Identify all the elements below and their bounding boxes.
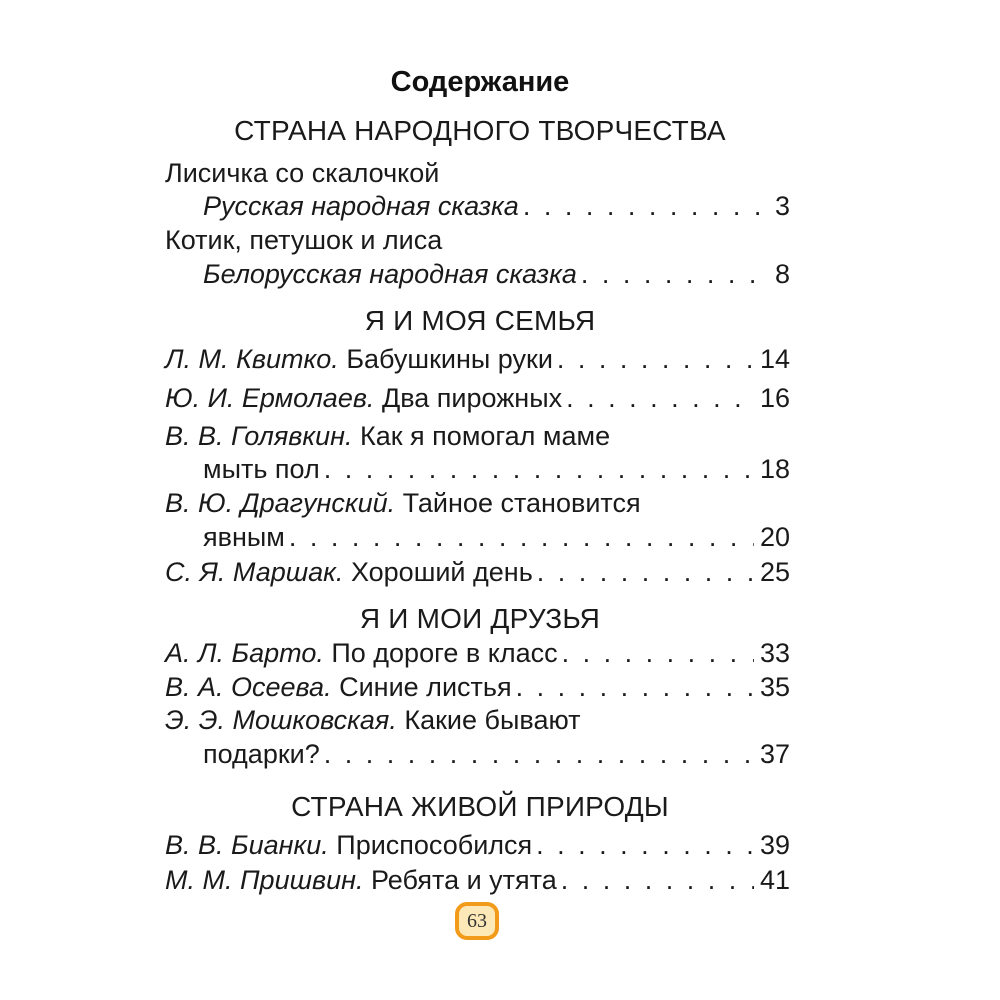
toc-entry[interactable] [203,191,790,225]
entry-author: А. Л. Барто. [165,638,324,668]
entry-page-number: 35 [759,672,790,702]
entry-title: По дороге в класс [331,638,558,668]
entry-page-number: 25 [759,557,790,587]
entry-author: Ю. И. Ермолаев. [165,383,375,413]
dot-leader [536,830,754,861]
toc-entry-title [165,225,790,259]
entry-title: Синие листья [339,672,512,702]
entry-title: Котик, петушок и лиса [165,225,443,255]
entry-author: В. Ю. Драгунский. [165,488,396,518]
toc-entry[interactable] [165,865,790,899]
entry-title-continued: мыть пол [203,454,320,484]
entry-title: Лисичка со скалочкой [165,158,440,188]
entry-author: В. В. Бианки. [165,830,329,860]
entry-title: Тайное становится [402,488,641,518]
entry-page-number: 37 [759,739,790,769]
entry-page-number: 3 [774,191,790,221]
toc-entry[interactable] [203,259,790,293]
toc-entry-title [165,158,790,192]
page-title: Содержание [390,66,570,98]
entry-title: Ребята и утята [370,865,557,895]
toc-entry[interactable] [165,557,790,591]
section-heading: Я И МОИ ДРУЗЬЯ [359,603,601,634]
entry-author: С. Я. Маршак. [165,557,344,587]
toc-entry[interactable] [203,739,790,773]
toc-entry[interactable] [203,454,790,488]
toc-entry[interactable] [165,672,790,706]
dot-leader [537,557,754,588]
entry-title-continued: явным [203,522,285,552]
entry-author: Э. Э. Мошковская. [165,705,397,735]
entry-title: Какие бывают [404,705,581,735]
entry-author: В. А. Осеева. [165,672,332,702]
entry-page-number: 14 [759,344,790,374]
dot-leader [562,638,754,669]
entry-title: Два пирожных [381,383,563,413]
dot-leader [523,191,769,222]
section-heading: СТРАНА НАРОДНОГО ТВОРЧЕСТВА [234,115,726,146]
section-heading: СТРАНА ЖИВОЙ ПРИРОДЫ [291,791,669,822]
entry-subtitle: Белорусская народная сказка [203,259,577,289]
page-number-badge [455,902,499,940]
dot-leader [289,522,754,553]
dot-leader [581,259,769,290]
dot-leader [516,672,754,703]
entry-subtitle: Русская народная сказка [203,191,519,221]
entry-title: Бабушкины руки [346,344,553,374]
entry-page-number: 8 [774,259,790,289]
dot-leader [561,865,754,896]
entry-title: Приспособился [336,830,533,860]
section-heading: Я И МОЯ СЕМЬЯ [364,305,596,336]
entry-author: М. М. Пришвин. [165,865,364,895]
toc-entry[interactable] [165,638,790,672]
toc-entry-title[interactable] [165,421,790,455]
entry-page-number: 20 [759,522,790,552]
entry-page-number: 16 [759,383,790,413]
toc-entry[interactable] [165,344,790,378]
entry-title-continued: подарки? [203,739,320,769]
dot-leader [324,739,754,770]
entry-page-number: 33 [759,638,790,668]
dot-leader [566,383,754,414]
entry-page-number: 41 [759,865,790,895]
toc-entry-title[interactable] [165,488,790,522]
entry-title: Как я помогал маме [360,421,611,451]
toc-entry-title[interactable] [165,705,790,739]
entry-author: В. В. Голявкин. [165,421,353,451]
entry-page-number: 39 [759,830,790,860]
dot-leader [324,454,754,485]
toc-entry[interactable] [165,830,790,864]
page-number: 63 [467,909,487,932]
toc-entry[interactable] [165,383,790,417]
dot-leader [557,344,754,375]
entry-author: Л. М. Квитко. [165,344,339,374]
entry-title: Хороший день [350,557,533,587]
toc-entry[interactable] [203,522,790,556]
entry-page-number: 18 [759,454,790,484]
